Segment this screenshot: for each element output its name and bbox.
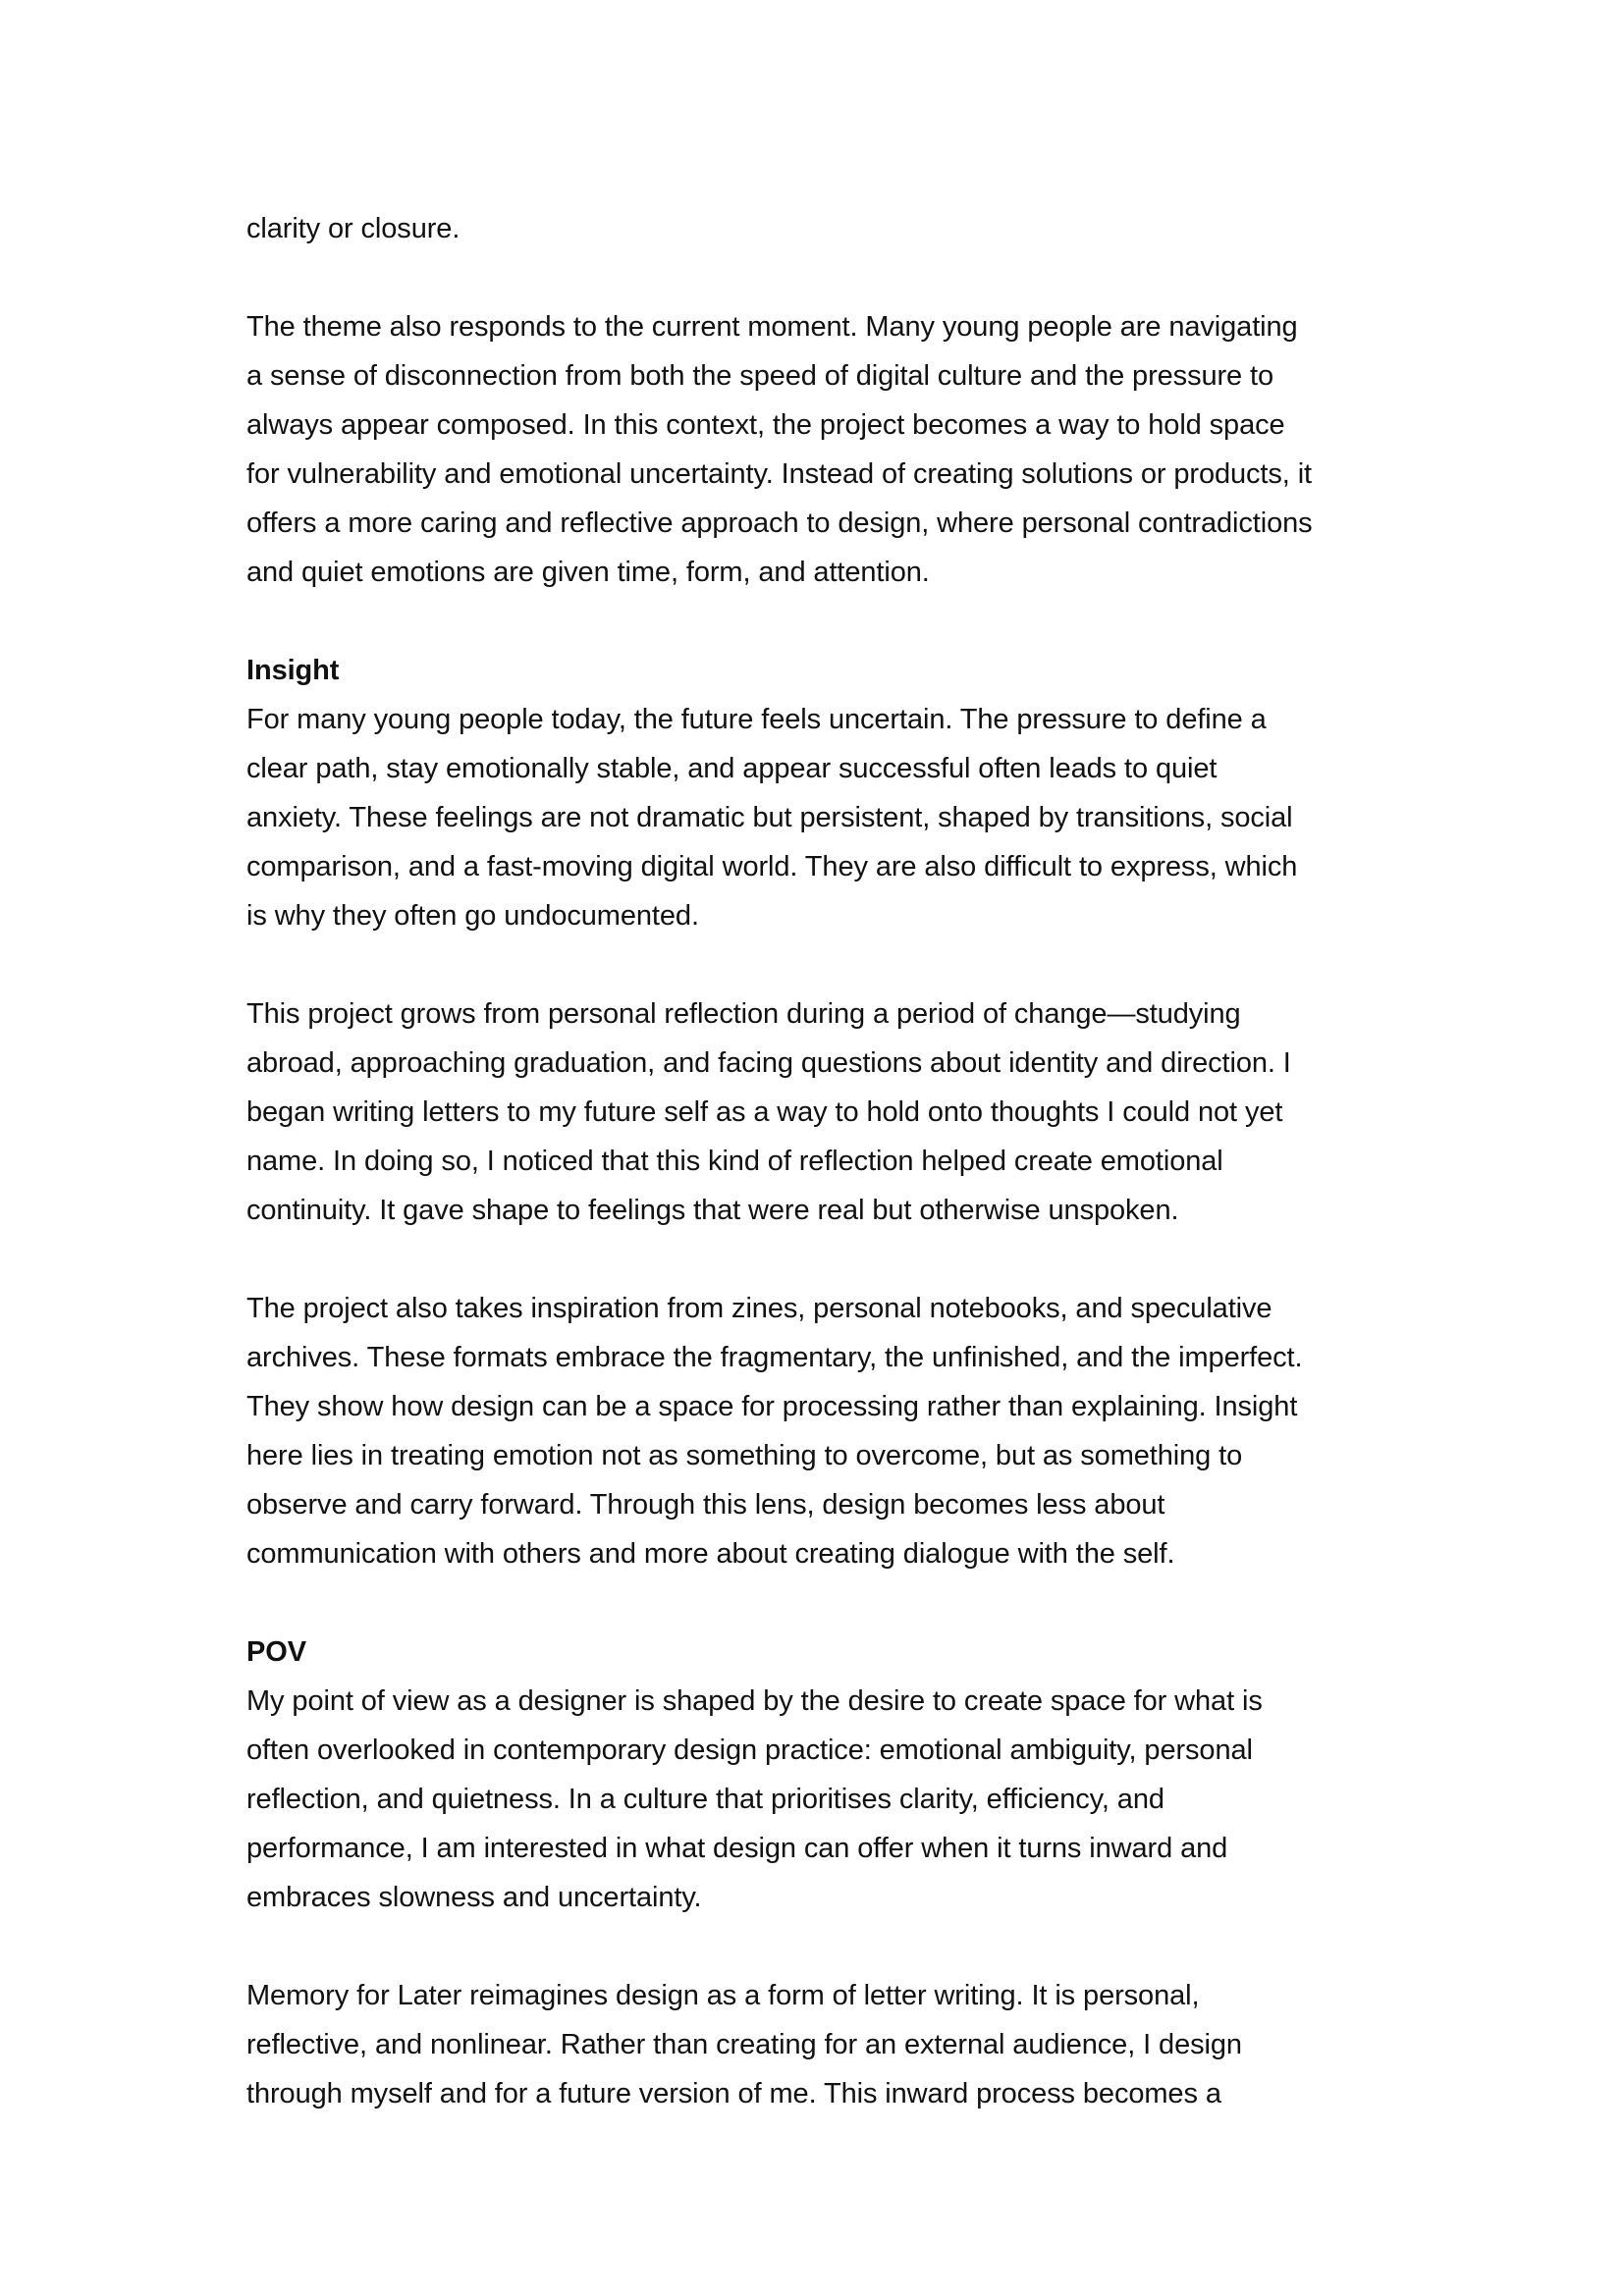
text-line: communication with others and more about creating dialogue with the self.	[246, 1538, 1175, 1570]
text-line: here lies in treating emotion not as something to overcome, but as something to	[246, 1440, 1243, 1471]
text-line: and quiet emotions are given time, form, and attention.	[246, 557, 930, 588]
paragraph-break	[246, 1235, 1405, 1284]
text-line: comparison, and a fast-moving digital world. They are also difficult to express, which	[246, 851, 1298, 882]
text-line: anxiety. These feelings are not dramatic but persistent, shaped by transitions, social	[246, 802, 1293, 833]
text-line: For many young people today, the future feels uncertain. The pressure to define a	[246, 704, 1267, 735]
text-line: archives. These formats embrace the fragmentary, the unfinished, and the imperfect.	[246, 1342, 1303, 1373]
paragraph-break	[246, 1578, 1405, 1628]
text-line: for vulnerability and emotional uncertainty. Instead of creating solutions or products, it	[246, 458, 1313, 490]
text-line: clarity or closure.	[246, 213, 460, 244]
text-line: embraces slowness and uncertainty.	[246, 1882, 702, 1913]
paragraph-break	[246, 1922, 1405, 1971]
text-line: performance, I am interested in what design can offer when it turns inward and	[246, 1833, 1228, 1864]
text-line: This project grows from personal reflection during a period of change—studying	[246, 998, 1241, 1030]
text-line: reflection, and quietness. In a culture that prioritises clarity, efficiency, and	[246, 1784, 1164, 1815]
text-line: Memory for Later reimagines design as a form of letter writing. It is personal,	[246, 1980, 1200, 2011]
text-line: through myself and for a future version of me. This inward process becomes a	[246, 2078, 1221, 2109]
text-line: name. In doing so, I noticed that this kind of reflection helped create emotional	[246, 1146, 1223, 1177]
text-line: a sense of disconnection from both the speed of digital culture and the pressure to	[246, 360, 1274, 392]
text-line: continuity. It gave shape to feelings that were real but otherwise unspoken.	[246, 1195, 1179, 1226]
paragraph-break	[246, 253, 1405, 302]
document-page	[246, 204, 1405, 2118]
text-line: They show how design can be a space for processing rather than explaining. Insight	[246, 1391, 1298, 1422]
text-line: The project also takes inspiration from zines, personal notebooks, and speculative	[246, 1293, 1272, 1324]
text-line: reflective, and nonlinear. Rather than creating for an external audience, I design	[246, 2029, 1242, 2060]
text-line: My point of view as a designer is shaped by the desire to create space for what is	[246, 1685, 1263, 1717]
section-heading-pov: POV	[246, 1636, 306, 1668]
text-line: is why they often go undocumented.	[246, 900, 699, 932]
text-line: always appear composed. In this context, the project becomes a way to hold space	[246, 409, 1285, 441]
paragraph-break	[246, 940, 1405, 989]
text-line: offers a more caring and reflective approach to design, where personal contradictions	[246, 507, 1313, 539]
paragraph-break	[246, 597, 1405, 646]
text-line: The theme also responds to the current moment. Many young people are navigating	[246, 311, 1298, 343]
section-heading-insight: Insight	[246, 655, 340, 686]
text-line: often overlooked in contemporary design practice: emotional ambiguity, personal	[246, 1735, 1253, 1766]
text-line: observe and carry forward. Through this lens, design becomes less about	[246, 1489, 1165, 1521]
text-line: clear path, stay emotionally stable, and appear successful often leads to quiet	[246, 753, 1218, 784]
text-line: abroad, approaching graduation, and facing questions about identity and direction. I	[246, 1047, 1291, 1079]
text-line: began writing letters to my future self as a way to hold onto thoughts I could not yet	[246, 1096, 1283, 1128]
